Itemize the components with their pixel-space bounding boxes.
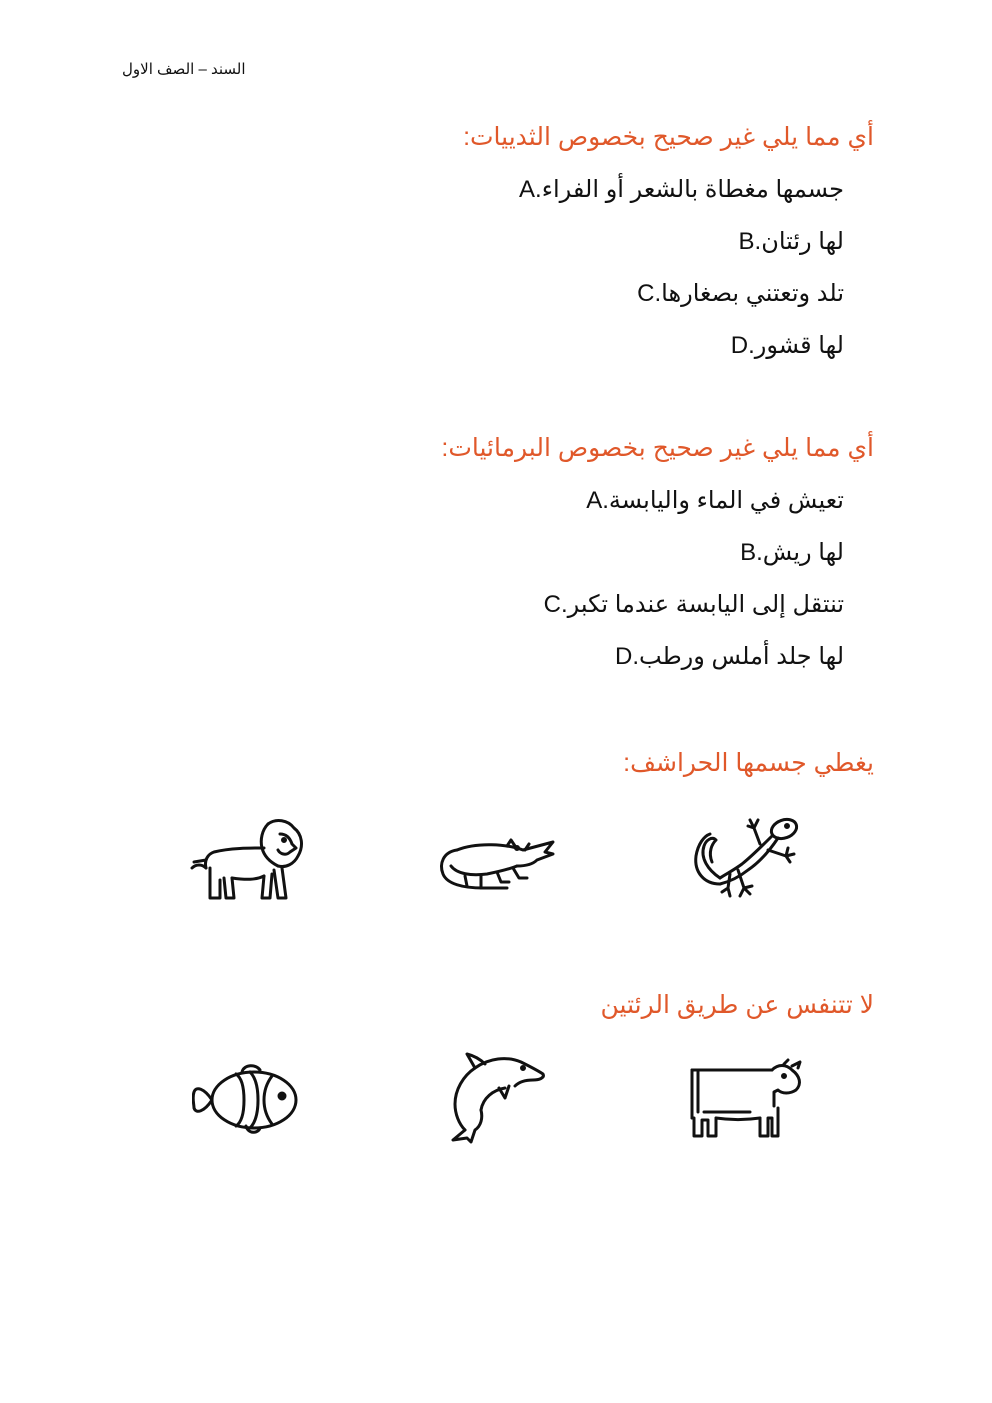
page-header: السند – الصف الاول [122,61,246,78]
question-1-title: أي مما يلي غير صحيح بخصوص الثدييات: [463,123,874,151]
option-c[interactable]: C.تلد وتعتني بصغارها [637,280,844,307]
option-a[interactable]: A.جسمها مغطاة بالشعر أو الفراء [519,176,844,203]
option-b[interactable]: B.لها ريش [740,539,844,566]
lion-icon[interactable] [190,818,308,900]
cow-icon[interactable] [690,1058,805,1140]
fish-icon[interactable] [192,1062,302,1136]
option-a[interactable]: A.تعيش في الماء واليابسة [586,487,844,514]
lizard-icon[interactable] [690,812,805,910]
question-3-title: يغطي جسمها الحراشف: [623,749,874,777]
option-c[interactable]: C.تنتقل إلى اليابسة عندما تكبر [543,591,844,618]
question-4-icons [0,1052,992,1162]
question-3-icons [0,808,992,918]
option-d[interactable]: D.لها قشور [730,332,844,359]
dolphin-icon[interactable] [445,1052,549,1144]
question-2-title: أي مما يلي غير صحيح بخصوص البرمائيات: [441,434,874,462]
question-1-options [517,175,844,383]
question-4-title: لا تتنفس عن طريق الرئتين [600,991,874,1019]
question-2-options [542,486,844,694]
option-d[interactable]: D.لها جلد أملس ورطب [615,643,844,670]
crocodile-icon[interactable] [437,836,557,894]
option-b[interactable]: B.لها رئتان [738,228,844,255]
